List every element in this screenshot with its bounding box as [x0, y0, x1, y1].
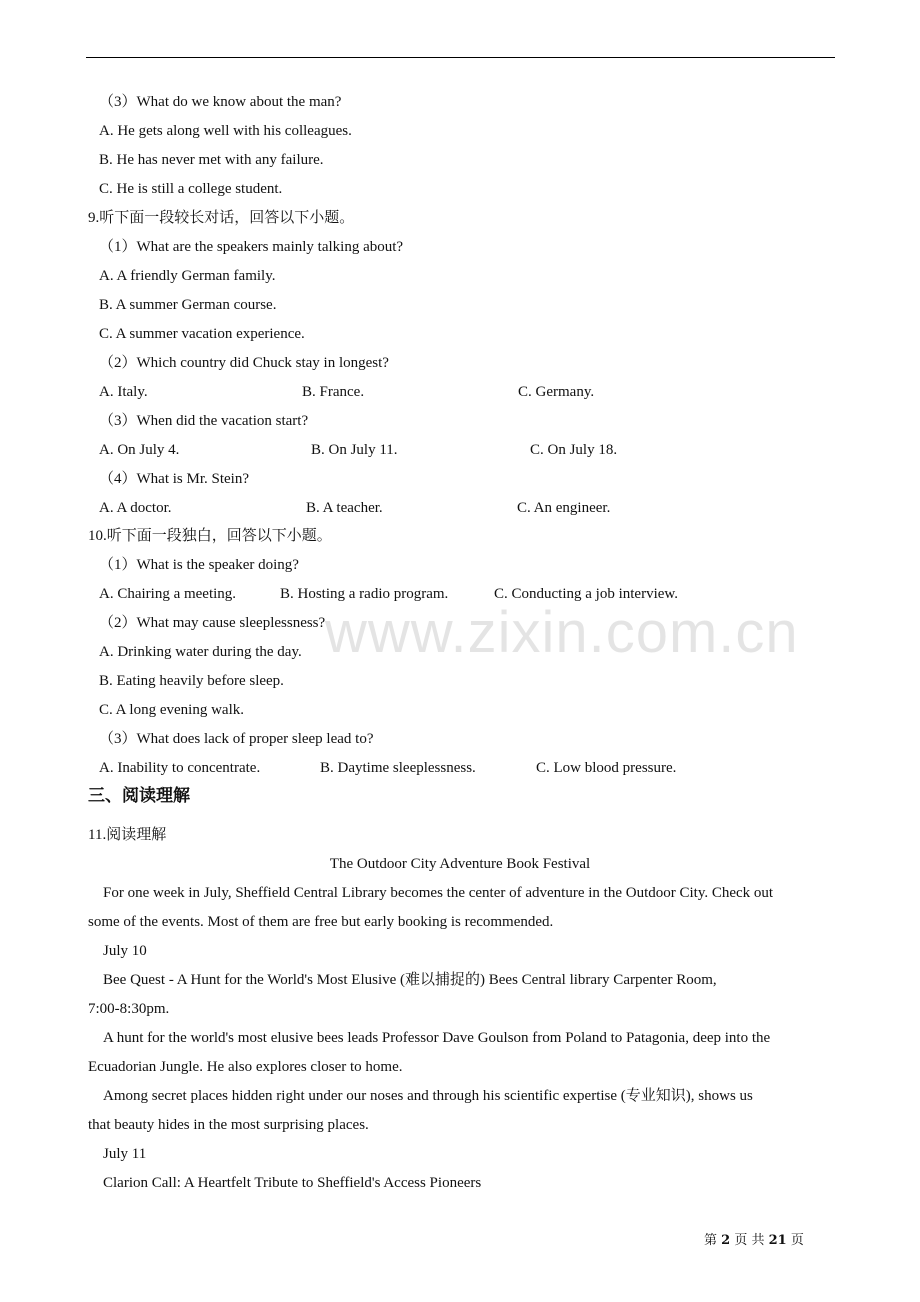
s10-q2-option-b: B. Eating heavily before sleep.: [99, 673, 284, 689]
paragraph-3-line-2: that beauty hides in the most surprising places.: [88, 1117, 369, 1133]
s10-question-3: （3）What does lack of proper sleep lead to?: [99, 731, 374, 747]
s9-q2-option-a: A. Italy.: [99, 384, 148, 400]
s10-question-1: （1）What is the speaker doing?: [99, 557, 299, 573]
footer-suffix: 页: [790, 1233, 804, 1248]
question-11-label: 11.阅读理解: [88, 827, 167, 843]
s10-q3-option-a: A. Inability to concentrate.: [99, 760, 261, 776]
footer-middle: 页 共: [734, 1233, 765, 1248]
s9-q4-option-c: C. An engineer.: [517, 500, 611, 516]
event-2-title: Clarion Call: A Heartfelt Tribute to Sheffield's Access Pioneers: [103, 1175, 482, 1191]
s9-q1-option-b: B. A summer German course.: [99, 297, 277, 313]
option-b: B. He has never met with any failure.: [99, 152, 324, 168]
s10-q1-option-c: C. Conducting a job interview.: [494, 586, 678, 602]
total-page-count: 21: [768, 1233, 787, 1248]
s9-q4-option-b: B. A teacher.: [306, 500, 383, 516]
s9-q1-option-c: C. A summer vacation experience.: [99, 326, 305, 342]
s9-q3-option-c: C. On July 18.: [530, 442, 618, 458]
paragraph-1-line-2: some of the events. Most of them are free but early booking is recommended.: [88, 914, 554, 930]
current-page-number: 2: [721, 1233, 731, 1248]
event-date-2: July 11: [103, 1146, 147, 1162]
paragraph-3-line-1: Among secret places hidden right under our noses and through his scientific expertise (专业知识), shows us: [103, 1088, 753, 1104]
section-10-title: 10.听下面一段独白，回答以下小题。: [88, 528, 332, 544]
s9-question-2: （2）Which country did Chuck stay in longest?: [99, 355, 389, 371]
s10-q3-option-b: B. Daytime sleeplessness.: [320, 760, 476, 776]
event-date-1: July 10: [103, 943, 147, 959]
s9-question-3: （3）When did the vacation start?: [99, 413, 309, 429]
watermark: www.zixin.com.cn: [325, 600, 799, 665]
s10-q2-option-a: A. Drinking water during the day.: [99, 644, 302, 660]
s10-q1-option-b: B. Hosting a radio program.: [280, 586, 449, 602]
paragraph-2-line-2: Ecuadorian Jungle. He also explores closer to home.: [88, 1059, 403, 1075]
s9-q4-option-a: A. A doctor.: [99, 500, 172, 516]
s10-q1-option-a: A. Chairing a meeting.: [99, 586, 237, 602]
question-3: （3）What do we know about the man?: [99, 94, 342, 110]
event-1-line-2: 7:00-8:30pm.: [88, 1001, 170, 1017]
s9-q2-option-b: B. France.: [302, 384, 365, 400]
s10-question-2: （2）What may cause sleeplessness?: [99, 615, 326, 631]
option-a: A. He gets along well with his colleagues.: [99, 123, 352, 139]
s9-q1-option-a: A. A friendly German family.: [99, 268, 276, 284]
page-footer: [704, 1229, 804, 1248]
section-9-title: 9.听下面一段较长对话，回答以下小题。: [88, 210, 355, 226]
section-3-heading: 三、阅读理解: [88, 786, 190, 806]
s9-question-1: （1）What are the speakers mainly talking about?: [99, 239, 404, 255]
paragraph-2-line-1: A hunt for the world's most elusive bees leads Professor Dave Goulson from Poland to Patagonia, deep into the: [103, 1030, 771, 1046]
s9-q3-option-a: A. On July 4.: [99, 442, 180, 458]
passage-title: The Outdoor City Adventure Book Festival: [329, 856, 591, 872]
s9-q3-option-b: B. On July 11.: [311, 442, 398, 458]
s9-q2-option-c: C. Germany.: [518, 384, 595, 400]
paragraph-1-line-1: For one week in July, Sheffield Central Library becomes the center of adventure in the Outdoor City. Check out: [103, 885, 774, 901]
header-rule: [86, 57, 835, 58]
s10-q2-option-c: C. A long evening walk.: [99, 702, 244, 718]
s9-question-4: （4）What is Mr. Stein?: [99, 471, 249, 487]
event-1-line-1: Bee Quest - A Hunt for the World's Most Elusive (难以捕捉的) Bees Central library Carpenter Room,: [103, 972, 717, 988]
footer-prefix: 第: [704, 1233, 718, 1248]
option-c: C. He is still a college student.: [99, 181, 283, 197]
s10-q3-option-c: C. Low blood pressure.: [536, 760, 677, 776]
